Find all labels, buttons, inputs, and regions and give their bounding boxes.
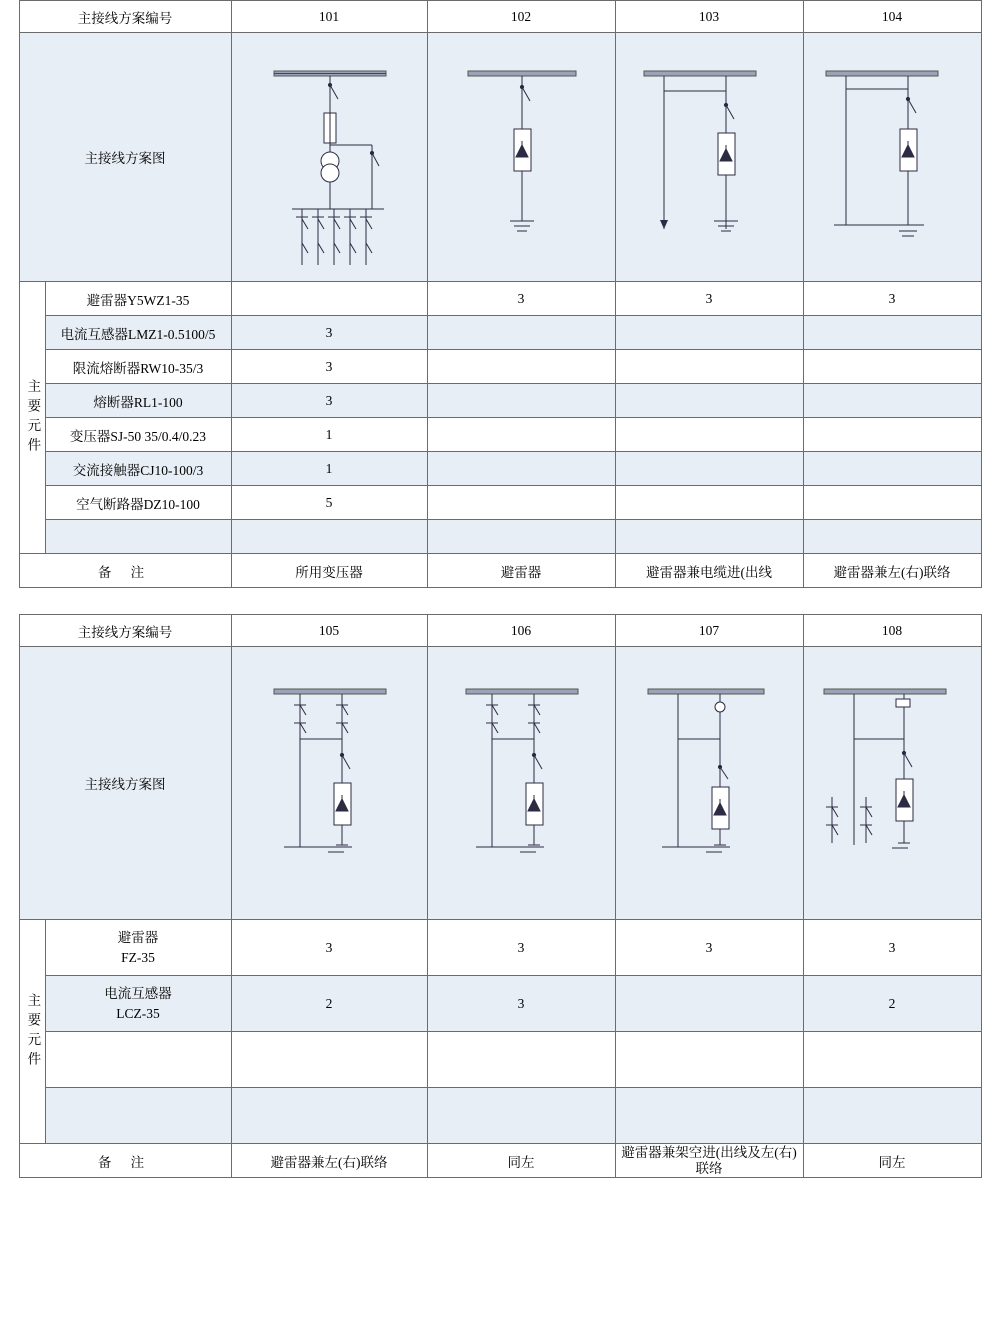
element-value (803, 316, 981, 350)
diagram-101 (231, 33, 427, 282)
element-value: 3 (615, 920, 803, 976)
element-name: 空气断路器DZ10-100 (45, 486, 231, 520)
note-value: 同左 (427, 1144, 615, 1178)
element-value (231, 282, 427, 316)
element-value (615, 418, 803, 452)
element-value (615, 452, 803, 486)
table-row (19, 1144, 981, 1178)
diagram-107 (615, 647, 803, 920)
element-value (803, 350, 981, 384)
scheme-number: 107 (615, 615, 803, 647)
scheme-number: 106 (427, 615, 615, 647)
element-value: 3 (803, 920, 981, 976)
table-row (19, 350, 981, 384)
scheme-number: 101 (231, 1, 427, 33)
element-value (231, 1088, 427, 1144)
element-name-line2: FZ-35 (121, 949, 155, 965)
element-value: 3 (231, 920, 427, 976)
element-value (427, 316, 615, 350)
element-name (45, 920, 231, 976)
element-value (615, 486, 803, 520)
element-name-line1: 电流互感器 (104, 985, 172, 1001)
element-value: 3 (427, 976, 615, 1032)
single-line-diagram-107 (616, 647, 804, 915)
note-value: 所用变压器 (231, 554, 427, 588)
element-name: 避雷器Y5WZ1-35 (45, 282, 231, 316)
element-name: 熔断器RL1-100 (45, 384, 231, 418)
element-value: 2 (803, 976, 981, 1032)
element-value (427, 1088, 615, 1144)
element-value (231, 520, 427, 554)
note-value: 避雷器兼架空进(出线及左(右)联络 (615, 1144, 803, 1178)
scheme-number: 108 (803, 615, 981, 647)
table-row (19, 486, 981, 520)
scheme-number: 105 (231, 615, 427, 647)
table-row (19, 520, 981, 554)
scheme-number: 102 (427, 1, 615, 33)
element-value (427, 418, 615, 452)
table-row (19, 418, 981, 452)
element-value (803, 520, 981, 554)
scheme-table-105-108 (19, 614, 982, 1178)
element-value (615, 384, 803, 418)
element-value (803, 1088, 981, 1144)
element-value: 3 (615, 282, 803, 316)
table-spacer (0, 588, 1000, 614)
element-value: 3 (427, 920, 615, 976)
element-value: 5 (231, 486, 427, 520)
table-row (19, 615, 981, 647)
header-label: 主接线方案编号 (19, 1, 231, 33)
table-row (19, 1032, 981, 1088)
single-line-diagram-105 (232, 647, 428, 915)
note-label: 备 注 (19, 1144, 231, 1178)
element-value (427, 1032, 615, 1088)
element-value: 3 (231, 384, 427, 418)
note-value: 避雷器兼电缆进(出线 (615, 554, 803, 588)
diagram-103 (615, 33, 803, 282)
element-name: 交流接触器CJ10-100/3 (45, 452, 231, 486)
element-value (615, 1032, 803, 1088)
note-value: 避雷器 (427, 554, 615, 588)
main-elements-label: 主要元件 (19, 920, 45, 1144)
element-value (803, 1032, 981, 1088)
table-row (19, 282, 981, 316)
note-value: 同左 (803, 1144, 981, 1178)
table-row (19, 316, 981, 350)
element-value (615, 520, 803, 554)
element-value (615, 976, 803, 1032)
scheme-number: 104 (803, 1, 981, 33)
table-row (19, 920, 981, 976)
table-row (19, 1088, 981, 1144)
element-value (427, 486, 615, 520)
element-value: 2 (231, 976, 427, 1032)
table-row (19, 647, 981, 920)
table-row (19, 384, 981, 418)
element-value: 1 (231, 418, 427, 452)
table-row (19, 452, 981, 486)
element-value (803, 486, 981, 520)
element-value: 3 (803, 282, 981, 316)
single-line-diagram-106 (428, 647, 616, 915)
scheme-table-101-104 (19, 0, 982, 588)
element-value (427, 350, 615, 384)
diagram-102 (427, 33, 615, 282)
single-line-diagram-103 (616, 33, 804, 281)
diagram-104 (803, 33, 981, 282)
element-name-line1: 避雷器 (117, 929, 159, 945)
element-value: 1 (231, 452, 427, 486)
element-value: 3 (231, 316, 427, 350)
element-value (427, 520, 615, 554)
element-value (803, 452, 981, 486)
table-row (19, 554, 981, 588)
diagram-108 (803, 647, 981, 920)
element-value: 3 (427, 282, 615, 316)
table-row (19, 1, 981, 33)
element-value (803, 418, 981, 452)
element-value (615, 316, 803, 350)
diagram-row-label: 主接线方案图 (19, 647, 231, 920)
element-name (45, 1088, 231, 1144)
note-value: 避雷器兼左(右)联络 (231, 1144, 427, 1178)
element-value (615, 350, 803, 384)
element-value: 3 (231, 350, 427, 384)
note-value: 避雷器兼左(右)联络 (803, 554, 981, 588)
element-name (45, 1032, 231, 1088)
element-value (427, 384, 615, 418)
diagram-row-label: 主接线方案图 (19, 33, 231, 282)
element-value (231, 1032, 427, 1088)
element-name: 变压器SJ-50 35/0.4/0.23 (45, 418, 231, 452)
diagram-105 (231, 647, 427, 920)
header-label: 主接线方案编号 (19, 615, 231, 647)
scheme-number: 103 (615, 1, 803, 33)
single-line-diagram-102 (428, 33, 616, 281)
element-name (45, 976, 231, 1032)
diagram-106 (427, 647, 615, 920)
element-name (45, 520, 231, 554)
note-label: 备 注 (19, 554, 231, 588)
element-value (427, 452, 615, 486)
main-elements-label: 主要元件 (19, 282, 45, 554)
element-value (803, 384, 981, 418)
single-line-diagram-108 (804, 647, 982, 915)
element-name: 限流熔断器RW10-35/3 (45, 350, 231, 384)
element-name-line2: LCZ-35 (116, 1005, 160, 1021)
element-name: 电流互感器LMZ1-0.5100/5 (45, 316, 231, 350)
element-value (615, 1088, 803, 1144)
single-line-diagram-101 (232, 33, 428, 281)
table-row (19, 976, 981, 1032)
table-row (19, 33, 981, 282)
single-line-diagram-104 (804, 33, 982, 281)
